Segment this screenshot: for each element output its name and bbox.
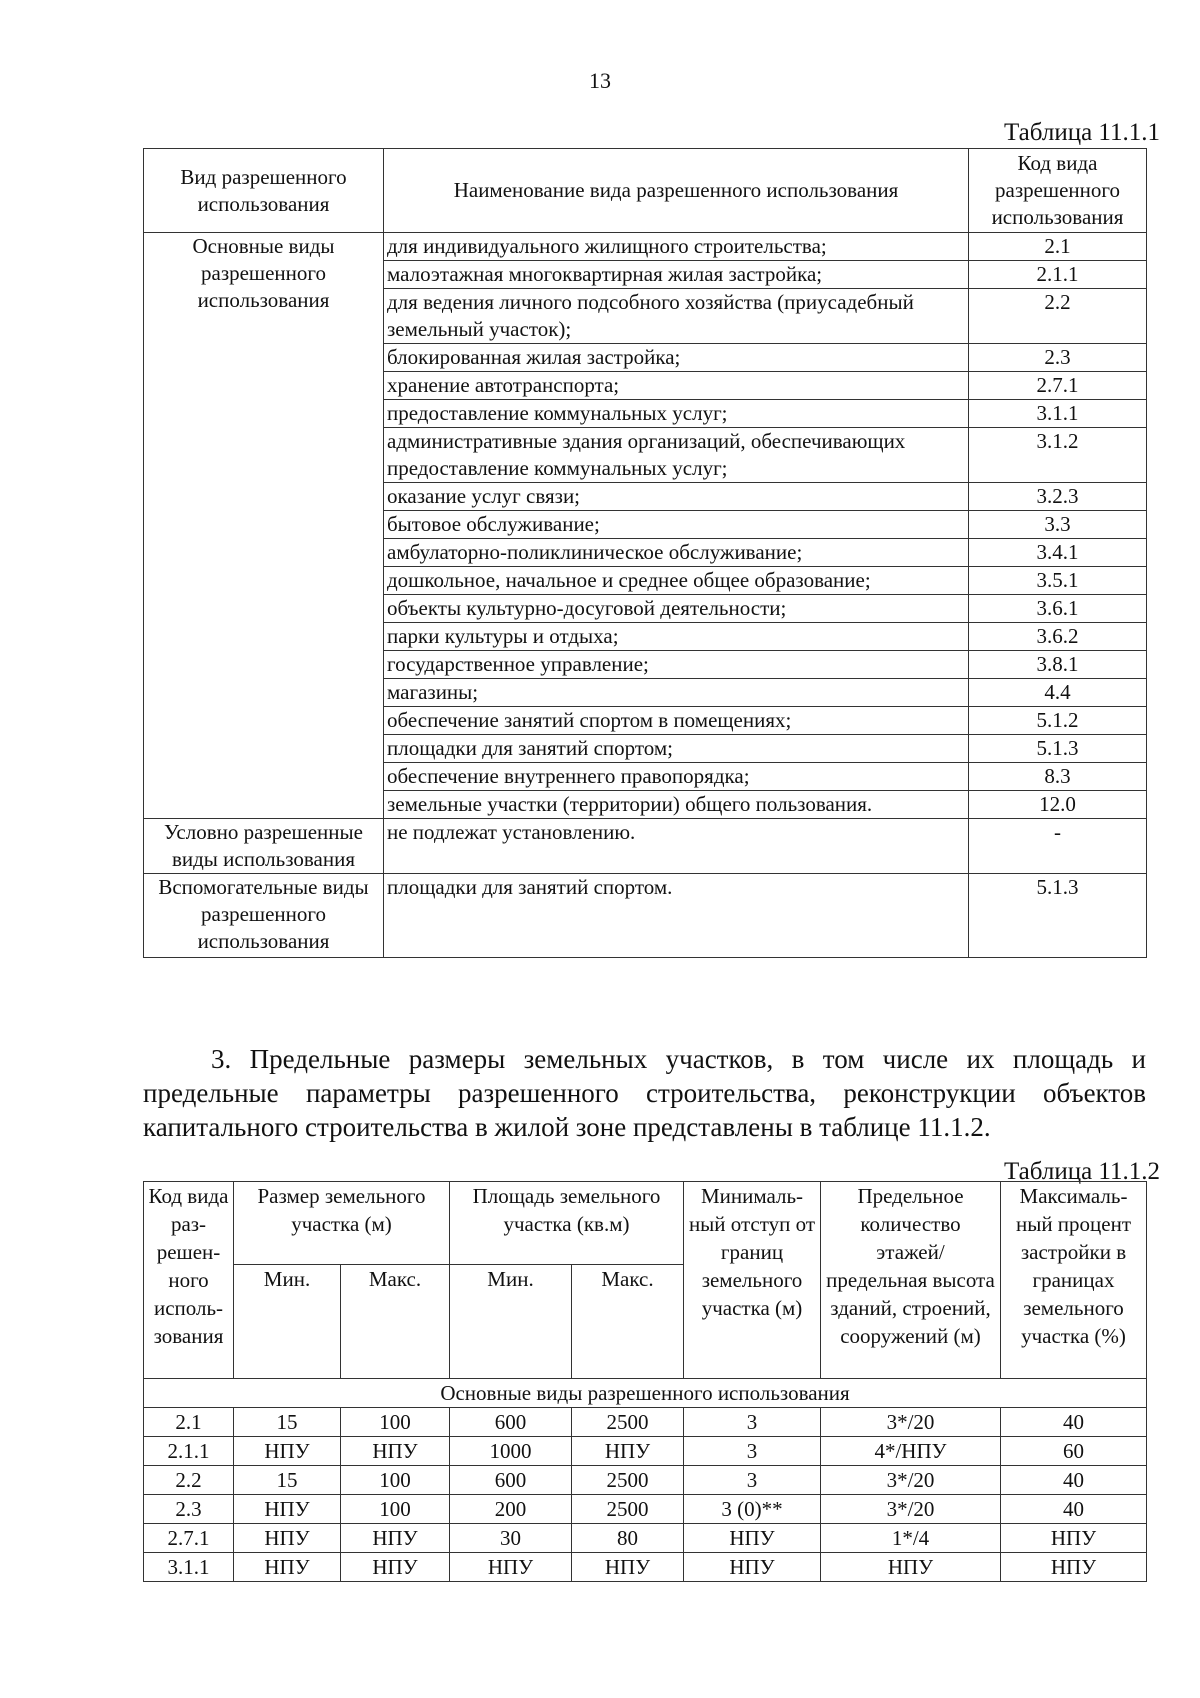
use-code-cell: 12.0 [969,791,1147,819]
permitted-use-table [143,148,1147,958]
header-plot-size-min: Мин. [234,1265,341,1379]
table-row [144,1553,1147,1582]
plot-size-max-cell: НПУ [341,1553,450,1582]
plot-area-min-cell: 600 [450,1466,572,1495]
header-use-code: Код вида разрешенного использования [969,149,1147,233]
header-plot-size: Размер земельного участка (м) [234,1182,450,1265]
table-row [144,1408,1147,1437]
plot-size-min-cell: 15 [234,1466,341,1495]
plot-size-max-cell: 100 [341,1466,450,1495]
header-use-name: Наименование вида разрешенного использования [384,149,969,233]
plot-size-max-cell: 100 [341,1408,450,1437]
max-coverage-cell: 40 [1001,1466,1147,1495]
min-setback-cell: 3 (0)** [684,1495,821,1524]
plot-area-min-cell: 30 [450,1524,572,1553]
plot-area-max-cell: 80 [572,1524,684,1553]
code-cell: 2.1 [144,1408,234,1437]
table-row [144,1466,1147,1495]
use-name-cell: площадки для занятий спортом. [384,874,969,958]
use-code-cell: 3.8.1 [969,651,1147,679]
header-code: Код вида раз-решен-ного исполь-зования [144,1182,234,1379]
plot-size-max-cell: 100 [341,1495,450,1524]
use-name-cell: для индивидуального жилищного строительства; [384,233,969,261]
use-group-label: Основные виды разрешенного использования [144,233,384,819]
use-name-cell: предоставление коммунальных услуг; [384,400,969,428]
plot-area-min-cell: 1000 [450,1437,572,1466]
use-name-cell: бытовое обслуживание; [384,511,969,539]
plot-size-min-cell: 15 [234,1408,341,1437]
header-max-coverage: Максималь-ный процент застройки в границах земельного участка (%) [1001,1182,1147,1379]
table-row [144,819,1147,874]
use-name-cell: малоэтажная многоквартирная жилая застройка; [384,261,969,289]
code-cell: 2.3 [144,1495,234,1524]
use-code-cell: 8.3 [969,763,1147,791]
floors-height-cell: 3*/20 [821,1495,1001,1524]
code-cell: 2.2 [144,1466,234,1495]
use-code-cell: 3.6.2 [969,623,1147,651]
min-setback-cell: 3 [684,1437,821,1466]
use-code-cell: 2.3 [969,344,1147,372]
use-code-cell: 3.1.1 [969,400,1147,428]
use-code-cell: 5.1.3 [969,735,1147,763]
code-cell: 2.1.1 [144,1437,234,1466]
table-row [144,1495,1147,1524]
use-code-cell: 3.1.2 [969,428,1147,483]
plot-area-max-cell: НПУ [572,1553,684,1582]
use-name-cell: обеспечение внутреннего правопорядка; [384,763,969,791]
max-coverage-cell: 60 [1001,1437,1147,1466]
use-name-cell: для ведения личного подсобного хозяйства (приусадебный земельный участок); [384,289,969,344]
plot-area-max-cell: НПУ [572,1437,684,1466]
header-plot-area-max: Макс. [572,1265,684,1379]
use-group-label: Вспомогательные виды разрешенного использования [144,874,384,958]
floors-height-cell: 3*/20 [821,1408,1001,1437]
plot-area-max-cell: 2500 [572,1466,684,1495]
min-setback-cell: НПУ [684,1553,821,1582]
table-row [144,233,1147,261]
body-paragraph: 3. Предельные размеры земельных участков, в том числе их площадь и предельные параметры разрешенного строительства, реконструкции объектов капитального строительства в жилой зоне представлены в таблице 11.1.2. [143,1044,1146,1142]
max-coverage-cell: НПУ [1001,1553,1147,1582]
use-code-cell: 2.2 [969,289,1147,344]
plot-size-max-cell: НПУ [341,1524,450,1553]
max-coverage-cell: НПУ [1001,1524,1147,1553]
use-name-cell: государственное управление; [384,651,969,679]
use-code-cell: 3.6.1 [969,595,1147,623]
max-coverage-cell: 40 [1001,1408,1147,1437]
use-code-cell: 4.4 [969,679,1147,707]
use-name-cell: земельные участки (территории) общего пользования. [384,791,969,819]
header-plot-area: Площадь земельного участка (кв.м) [450,1182,684,1265]
section-label: Основные виды разрешенного использования [144,1379,1147,1408]
use-name-cell: амбулаторно-поликлиническое обслуживание; [384,539,969,567]
min-setback-cell: 3 [684,1408,821,1437]
header-use-type: Вид разрешенного использования [144,149,384,233]
header-min-setback: Минималь-ный отступ от границ земельного участка (м) [684,1182,821,1379]
use-name-cell: магазины; [384,679,969,707]
use-code-cell: - [969,819,1147,874]
min-setback-cell: НПУ [684,1524,821,1553]
plot-size-max-cell: НПУ [341,1437,450,1466]
plot-size-min-cell: НПУ [234,1495,341,1524]
table-caption-11-1-1: Таблица 11.1.1 [1004,119,1160,146]
use-name-cell: оказание услуг связи; [384,483,969,511]
use-name-cell: дошкольное, начальное и среднее общее образование; [384,567,969,595]
permitted-use-table-body [144,233,1147,958]
use-name-cell: не подлежат установлению. [384,819,969,874]
table-row [144,1524,1147,1553]
plot-size-min-cell: НПУ [234,1553,341,1582]
floors-height-cell: 3*/20 [821,1466,1001,1495]
table-row [144,874,1147,958]
use-name-cell: блокированная жилая застройка; [384,344,969,372]
header-floors-height: Предельное количество этажей/ предельная высота зданий, строений, сооружений (м) [821,1182,1001,1379]
plot-size-min-cell: НПУ [234,1524,341,1553]
max-coverage-cell: 40 [1001,1495,1147,1524]
plot-area-max-cell: 2500 [572,1408,684,1437]
floors-height-cell: 1*/4 [821,1524,1001,1553]
plot-area-min-cell: 200 [450,1495,572,1524]
use-code-cell: 2.1.1 [969,261,1147,289]
use-code-cell: 3.3 [969,511,1147,539]
use-code-cell: 5.1.2 [969,707,1147,735]
plot-parameters-table-body [144,1379,1147,1582]
min-setback-cell: 3 [684,1466,821,1495]
use-name-cell: административные здания организаций, обеспечивающих предоставление коммунальных услуг; [384,428,969,483]
use-code-cell: 5.1.3 [969,874,1147,958]
table-caption-11-1-2: Таблица 11.1.2 [1004,1158,1160,1185]
plot-area-min-cell: НПУ [450,1553,572,1582]
use-code-cell: 3.2.3 [969,483,1147,511]
plot-area-max-cell: 2500 [572,1495,684,1524]
code-cell: 2.7.1 [144,1524,234,1553]
use-name-cell: парки культуры и отдыха; [384,623,969,651]
header-plot-size-max: Макс. [341,1265,450,1379]
table-row [144,1437,1147,1466]
floors-height-cell: 4*/НПУ [821,1437,1001,1466]
use-code-cell: 2.1 [969,233,1147,261]
use-group-label: Условно разрешенные виды использования [144,819,384,874]
use-code-cell: 2.7.1 [969,372,1147,400]
use-name-cell: обеспечение занятий спортом в помещениях; [384,707,969,735]
use-code-cell: 3.4.1 [969,539,1147,567]
code-cell: 3.1.1 [144,1553,234,1582]
plot-parameters-table [143,1181,1147,1582]
use-code-cell: 3.5.1 [969,567,1147,595]
use-name-cell: хранение автотранспорта; [384,372,969,400]
floors-height-cell: НПУ [821,1553,1001,1582]
use-name-cell: объекты культурно-досуговой деятельности; [384,595,969,623]
page-number: 13 [589,68,611,93]
plot-size-min-cell: НПУ [234,1437,341,1466]
header-plot-area-min: Мин. [450,1265,572,1379]
plot-area-min-cell: 600 [450,1408,572,1437]
use-name-cell: площадки для занятий спортом; [384,735,969,763]
